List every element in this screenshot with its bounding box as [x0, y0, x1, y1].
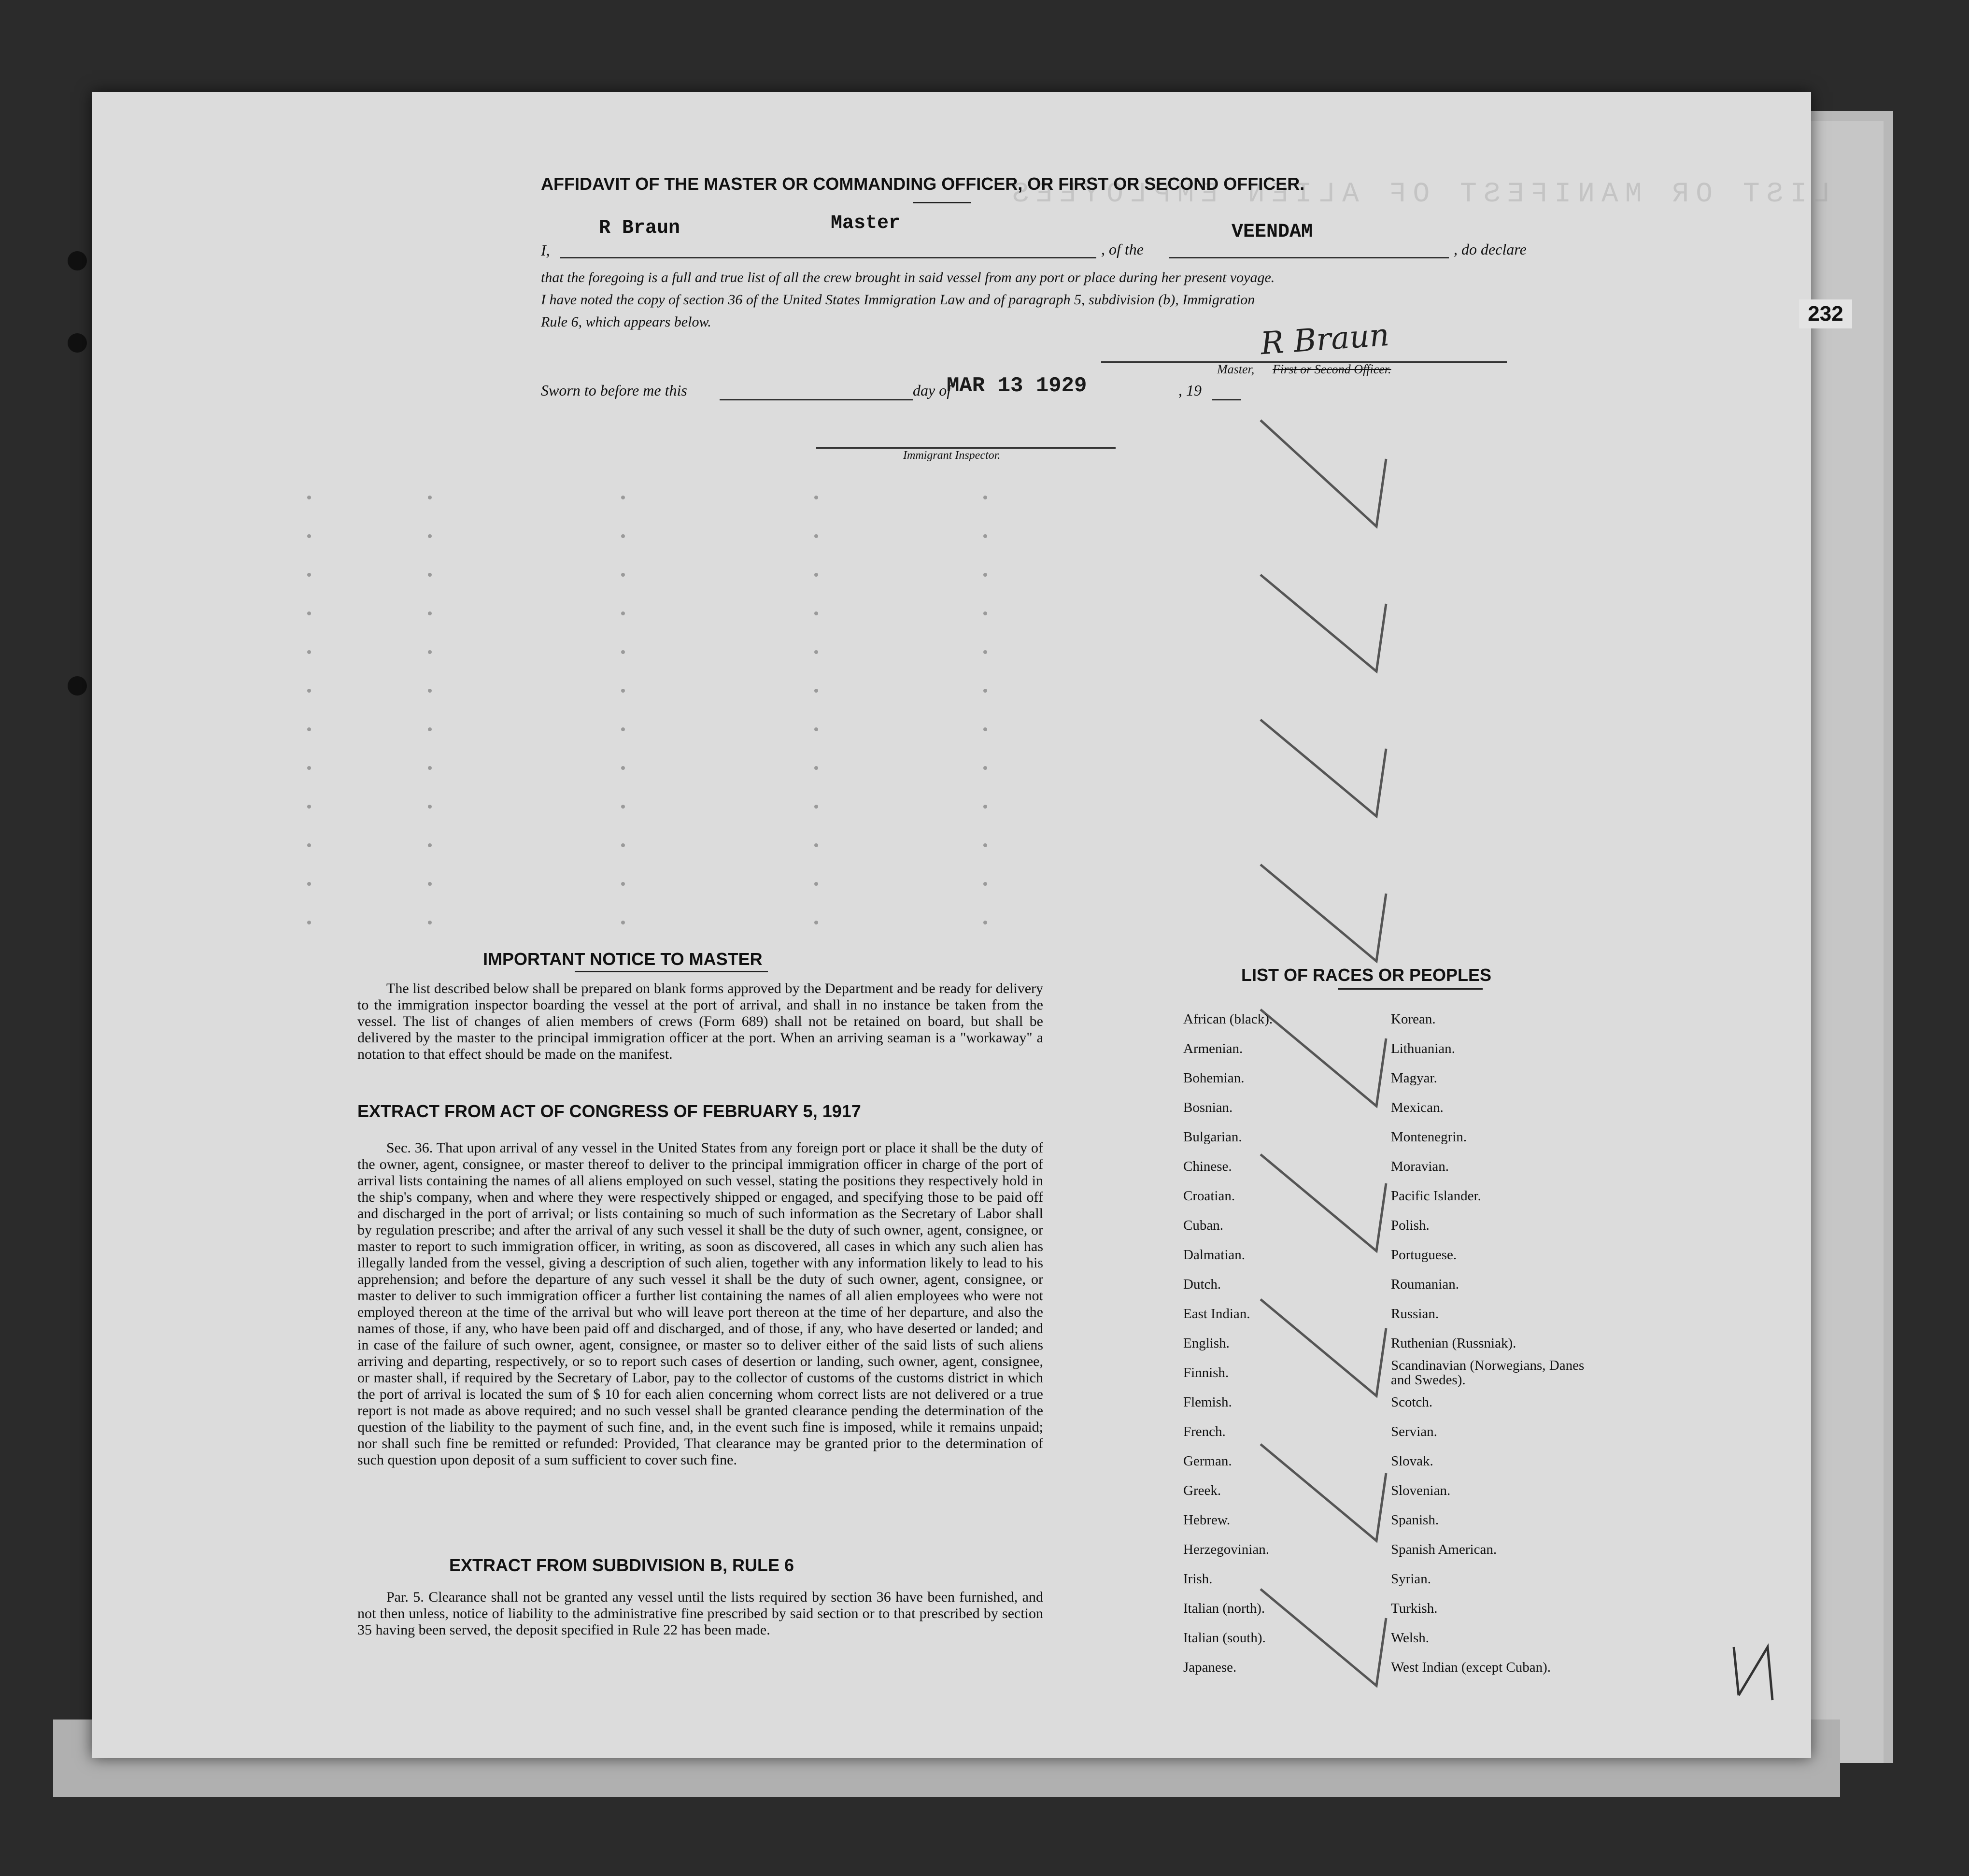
race-item: Finnish. [1183, 1365, 1229, 1380]
race-item: German. [1183, 1453, 1232, 1469]
race-item: Roumanian. [1391, 1277, 1459, 1292]
race-item: West Indian (except Cuban). [1391, 1660, 1551, 1675]
race-item: English. [1183, 1336, 1230, 1351]
signature-caption-master: Master, [1217, 362, 1255, 376]
race-item: Slovak. [1391, 1453, 1433, 1469]
races-underline [1338, 988, 1483, 990]
race-item: Mexican. [1391, 1100, 1444, 1115]
race-item: Japanese. [1183, 1660, 1237, 1675]
affidavit-line-3: I have noted the copy of section 36 of the United States Immigration Law and of paragraph 5, subdivision (b), Immigration [541, 292, 1255, 308]
ghost-table-marks [285, 478, 1058, 1009]
vessel-name: VEENDAM [1232, 221, 1313, 243]
binder-hole-icon [68, 333, 87, 353]
race-item: Spanish. [1391, 1512, 1439, 1528]
inspector-caption: Immigrant Inspector. [903, 449, 1001, 462]
races-title: LIST OF RACES OR PEOPLES [1241, 965, 1492, 985]
race-item: Herzegovinian. [1183, 1542, 1269, 1557]
affidavit-title: AFFIDAVIT OF THE MASTER OR COMMANDING OFFICER, OR FIRST OR SECOND OFFICER. [541, 174, 1305, 194]
sworn-text: Sworn to before me this [541, 382, 687, 399]
race-item: Montenegrin. [1391, 1129, 1467, 1145]
race-item: Portuguese. [1391, 1247, 1457, 1263]
race-item: Russian. [1391, 1306, 1439, 1322]
year-prefix: , 19 [1178, 382, 1202, 399]
page-number: 232 [1799, 299, 1852, 328]
race-item: Moravian. [1391, 1159, 1449, 1174]
master-name-field [560, 237, 1096, 258]
race-item: French. [1183, 1424, 1226, 1439]
race-item: African (black). [1183, 1011, 1273, 1027]
act-body: Sec. 36. That upon arrival of any vessel in the United States from any foreign port or place it shall be the duty of the owner, agent, consignee, or master thereof to deliver to the principal immigration officer in charge of the port of arrival lists containing the names of all aliens employed on such vessel, stating the positions they respectively hold in the ship's company, when and where they were respectively shipped or engaged, and specifying those to be paid off and discharged in the port of arrival; or lists containing so much of such information as the Secretary of Labor shall by regulation prescribe; and after the arrival of any such vessel it shall be the duty of such owner, agent, consignee, or master to report to such immigration officer, in writing, as soon as discovered, all cases in which any such alien has illegally landed from the vessel, giving a description of such alien, together with any information likely to lead to his apprehension; and before the departure of any such vessel it shall be the duty of such owner, agent, consignee, or master to deliver to such immigration officer a further list containing the names of all alien employees who were not employed thereon at the time of the arrival but who will leave port thereon at the time of her departure, and also the names of those, if any, who have been paid off and discharged, and of those, if any, who have deserted or landed; and in case of the failure of such owner, agent, consignee, or master so to deliver either of the said lists of such aliens arriving and departing, respectively, or so to report such cases of desertion or landing, such owner, agent, consignee, or master shall, if required by the Secretary of Labor, pay to the collector of customs of the customs district in which the port of arrival is located the sum of $ 10 for each alien concerning whom correct lists are not delivered or a true report is not made as above required; and no such vessel shall be granted clearance pending the determination of the question of the liability to the payment of such fine, and, in the event such fine is imposed, while it remains unpaid; nor shall such fine be remitted or refunded: Provided, That clearance may be granted prior to the determination of such question upon deposit of a sum sufficient to cover such fine. [357, 1140, 1043, 1468]
affidavit-line-4: Rule 6, which appears below. [541, 314, 711, 330]
master-signature: R Braun [1259, 317, 1391, 362]
race-item: Bulgarian. [1183, 1129, 1242, 1145]
race-item: Polish. [1391, 1218, 1430, 1233]
race-item: Bosnian. [1183, 1100, 1233, 1115]
race-item: Scandinavian (Norwegians, Danes and Swedes). [1391, 1358, 1585, 1388]
race-item: Cuban. [1183, 1218, 1223, 1233]
race-item: East Indian. [1183, 1306, 1250, 1322]
race-item: Ruthenian (Russniak). [1391, 1336, 1516, 1351]
binder-hole-icon [68, 676, 87, 696]
race-item: Dutch. [1183, 1277, 1221, 1292]
race-item: Turkish. [1391, 1601, 1438, 1616]
binder-hole-icon [68, 251, 87, 270]
race-item: Croatian. [1183, 1188, 1235, 1204]
race-item: Dalmatian. [1183, 1247, 1246, 1263]
act-title: EXTRACT FROM ACT OF CONGRESS OF FEBRUARY 5, 1917 [357, 1101, 861, 1121]
race-item: Chinese. [1183, 1159, 1232, 1174]
race-item: Italian (south). [1183, 1630, 1266, 1646]
notice-body: The list described below shall be prepared on blank forms approved by the Department and be ready for delivery to the immigration inspector boarding the vessel at the port of arrival, and shall in no instance be taken from the vessel. The list of changes of alien members of crews (Form 689) shall not be retained on board, but shall be delivered by the master to the principal immigration officer at the port. When an arriving seaman is a "workaway" a notation to that effect should be made on the manifest. [357, 981, 1043, 1062]
signature-caption-officer: First or Second Officer. [1273, 362, 1391, 376]
race-item: Pacific Islander. [1391, 1188, 1481, 1204]
race-item: Korean. [1391, 1011, 1436, 1027]
notice-title: IMPORTANT NOTICE TO MASTER [483, 949, 763, 969]
rule-title: EXTRACT FROM SUBDIVISION B, RULE 6 [449, 1555, 794, 1575]
of-the-text: , of the [1101, 241, 1144, 258]
title-divider [913, 202, 971, 203]
notice-underline [575, 971, 768, 972]
race-item: Syrian. [1391, 1571, 1431, 1587]
show-through-text: LIST OR MANIFEST OF ALIEN EMPLOYEES [1005, 179, 1830, 210]
race-item: Armenian. [1183, 1041, 1243, 1056]
master-name: R Braun [599, 217, 680, 239]
race-item: Slovenian. [1391, 1483, 1451, 1498]
affidavit-line-2: that the foregoing is a full and true list of all the crew brought in said vessel from any port or place during her present voyage. [541, 270, 1275, 285]
race-item: Welsh. [1391, 1630, 1430, 1646]
race-item: Lithuanian. [1391, 1041, 1455, 1056]
race-item: Spanish American. [1391, 1542, 1497, 1557]
sworn-day-field [720, 396, 913, 400]
year-field [1212, 396, 1241, 400]
race-item: Magyar. [1391, 1070, 1437, 1086]
race-item: Servian. [1391, 1424, 1437, 1439]
master-title: Master [831, 213, 901, 234]
race-item: Flemish. [1183, 1394, 1232, 1410]
race-item: Hebrew. [1183, 1512, 1231, 1528]
date-stamp: MAR 13 1929 [947, 374, 1087, 398]
race-item: Greek. [1183, 1483, 1221, 1498]
inspector-signature-line [816, 444, 1116, 449]
do-declare-text: , do declare [1454, 241, 1527, 258]
race-item: Irish. [1183, 1571, 1213, 1587]
race-item: Bohemian. [1183, 1070, 1245, 1086]
affidavit-line-i: I, [541, 242, 550, 259]
race-item: Scotch. [1391, 1394, 1433, 1410]
race-item: Italian (north). [1183, 1601, 1265, 1616]
day-of-text: day of [913, 382, 951, 399]
handwritten-mark [1724, 1637, 1782, 1705]
rule-body: Par. 5. Clearance shall not be granted any vessel until the lists required by section 36 have been furnished, and not then unless, notice of liability to the administrative fine prescribed by said section or to that prescribed by section 35 having been served, the deposit specified in Rule 22 has been made. [357, 1589, 1043, 1638]
